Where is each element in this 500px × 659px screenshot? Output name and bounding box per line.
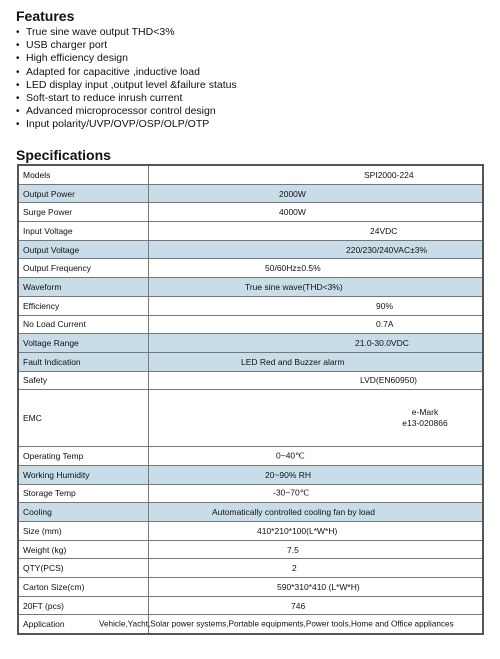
features-list [16,26,237,132]
table-row [18,184,483,203]
row-value: 590*310*410 (L*W*H) [149,578,484,597]
specifications-table [17,164,484,635]
row-label: Output Frequency [18,259,149,278]
feature-item: • Soft-start to reduce inrush current [16,92,183,105]
bullet-icon: • [16,119,20,131]
table-row [18,390,483,447]
row-value: 20~90% RH [149,465,484,484]
bullet-icon: • [16,27,20,38]
row-label: Waveform [18,278,149,297]
table-row [18,465,483,484]
row-label: Fault Indication [18,352,149,371]
specifications-title: Specifications [16,147,111,163]
feature-item: • True sine wave output THD<3% [16,26,175,38]
feature-item: • LED display input ,output level &failure status [16,78,237,91]
table-row [18,615,483,634]
table-row [18,278,483,297]
row-value: True sine wave(THD<3%) [149,278,484,297]
row-value: 0~40℃ [149,447,484,466]
row-label: Size (mm) [18,522,149,541]
row-label: Weight (kg) [18,540,149,559]
row-value: 220/230/240VAC±3% [149,240,484,259]
table-row [18,352,483,371]
table-row [18,522,483,541]
table-row [18,334,483,353]
emc-mark-label: e-Mark [411,407,439,418]
row-label: QTY(PCS) [18,559,149,578]
row-label: Safety [18,371,149,390]
row-value [149,390,484,447]
feature-item: • High efficiency design [16,52,128,65]
row-label: Input Voltage [18,222,149,241]
features-section [16,8,237,132]
feature-item: • Adapted for capacitive ,inductive load [16,65,200,78]
row-value: 90% [149,296,484,315]
table-row [18,540,483,559]
table-row [18,165,483,184]
row-value: 24VDC [149,222,484,241]
row-value: Vehicle,Yacht,Solar power systems,Portable equipments,Power tools,Home and Office appliances [149,615,484,634]
row-label: Output Power [18,184,149,203]
bullet-icon: • [16,66,20,78]
row-value: 4000W [149,203,484,222]
bullet-icon: • [16,53,20,65]
table-row [18,240,483,259]
row-label: 20FT (pcs) [18,596,149,615]
row-value: 2000W [149,184,484,203]
table-row [18,222,483,241]
row-label: EMC [18,390,149,447]
table-row [18,559,483,578]
row-label: Working Humidity [18,465,149,484]
row-value: SPI2000-224 [149,165,484,184]
emc-mark-number: e13-020866 [402,418,448,429]
row-value: LED Red and Buzzer alarm [149,352,484,371]
row-value: 7.5 [149,540,484,559]
table-row [18,447,483,466]
feature-item: • Advanced microprocessor control design [16,105,216,118]
bullet-icon: • [16,79,20,91]
table-row [18,315,483,334]
row-label: Operating Temp [18,447,149,466]
row-value: 50/60Hz±0.5% [149,259,484,278]
row-label: Storage Temp [18,484,149,503]
table-row [18,484,483,503]
bullet-icon: • [16,40,20,52]
feature-item: • USB charger port [16,39,108,52]
row-value: LVD(EN60950) [149,371,484,390]
row-value: 410*210*100(L*W*H) [149,522,484,541]
row-value: 746 [149,596,484,615]
table-row [18,203,483,222]
feature-item: • Input polarity/UVP/OVP/OSP/OLP/OTP [16,118,210,131]
table-row [18,371,483,390]
row-label: Voltage Range [18,334,149,353]
row-label: Surge Power [18,203,149,222]
row-label: Application [18,615,149,634]
row-label: Models [18,165,149,184]
row-value: 2 [149,559,484,578]
bullet-icon: • [16,93,20,105]
table-row [18,596,483,615]
row-value: 21.0-30.0VDC [149,334,484,353]
features-title: Features [16,8,75,24]
row-value: 0.7A [149,315,484,334]
table-row [18,578,483,597]
table-row [18,259,483,278]
bullet-icon: • [16,106,20,118]
table-row [18,503,483,522]
row-label: Output Voltage [18,240,149,259]
row-label: No Load Current [18,315,149,334]
row-value: -30~70℃ [149,484,484,503]
row-label: Carton Size(cm) [18,578,149,597]
row-value: Automatically controlled cooling fan by load [149,503,484,522]
table-row [18,296,483,315]
row-label: Efficiency [18,296,149,315]
row-label: Cooling [18,503,149,522]
